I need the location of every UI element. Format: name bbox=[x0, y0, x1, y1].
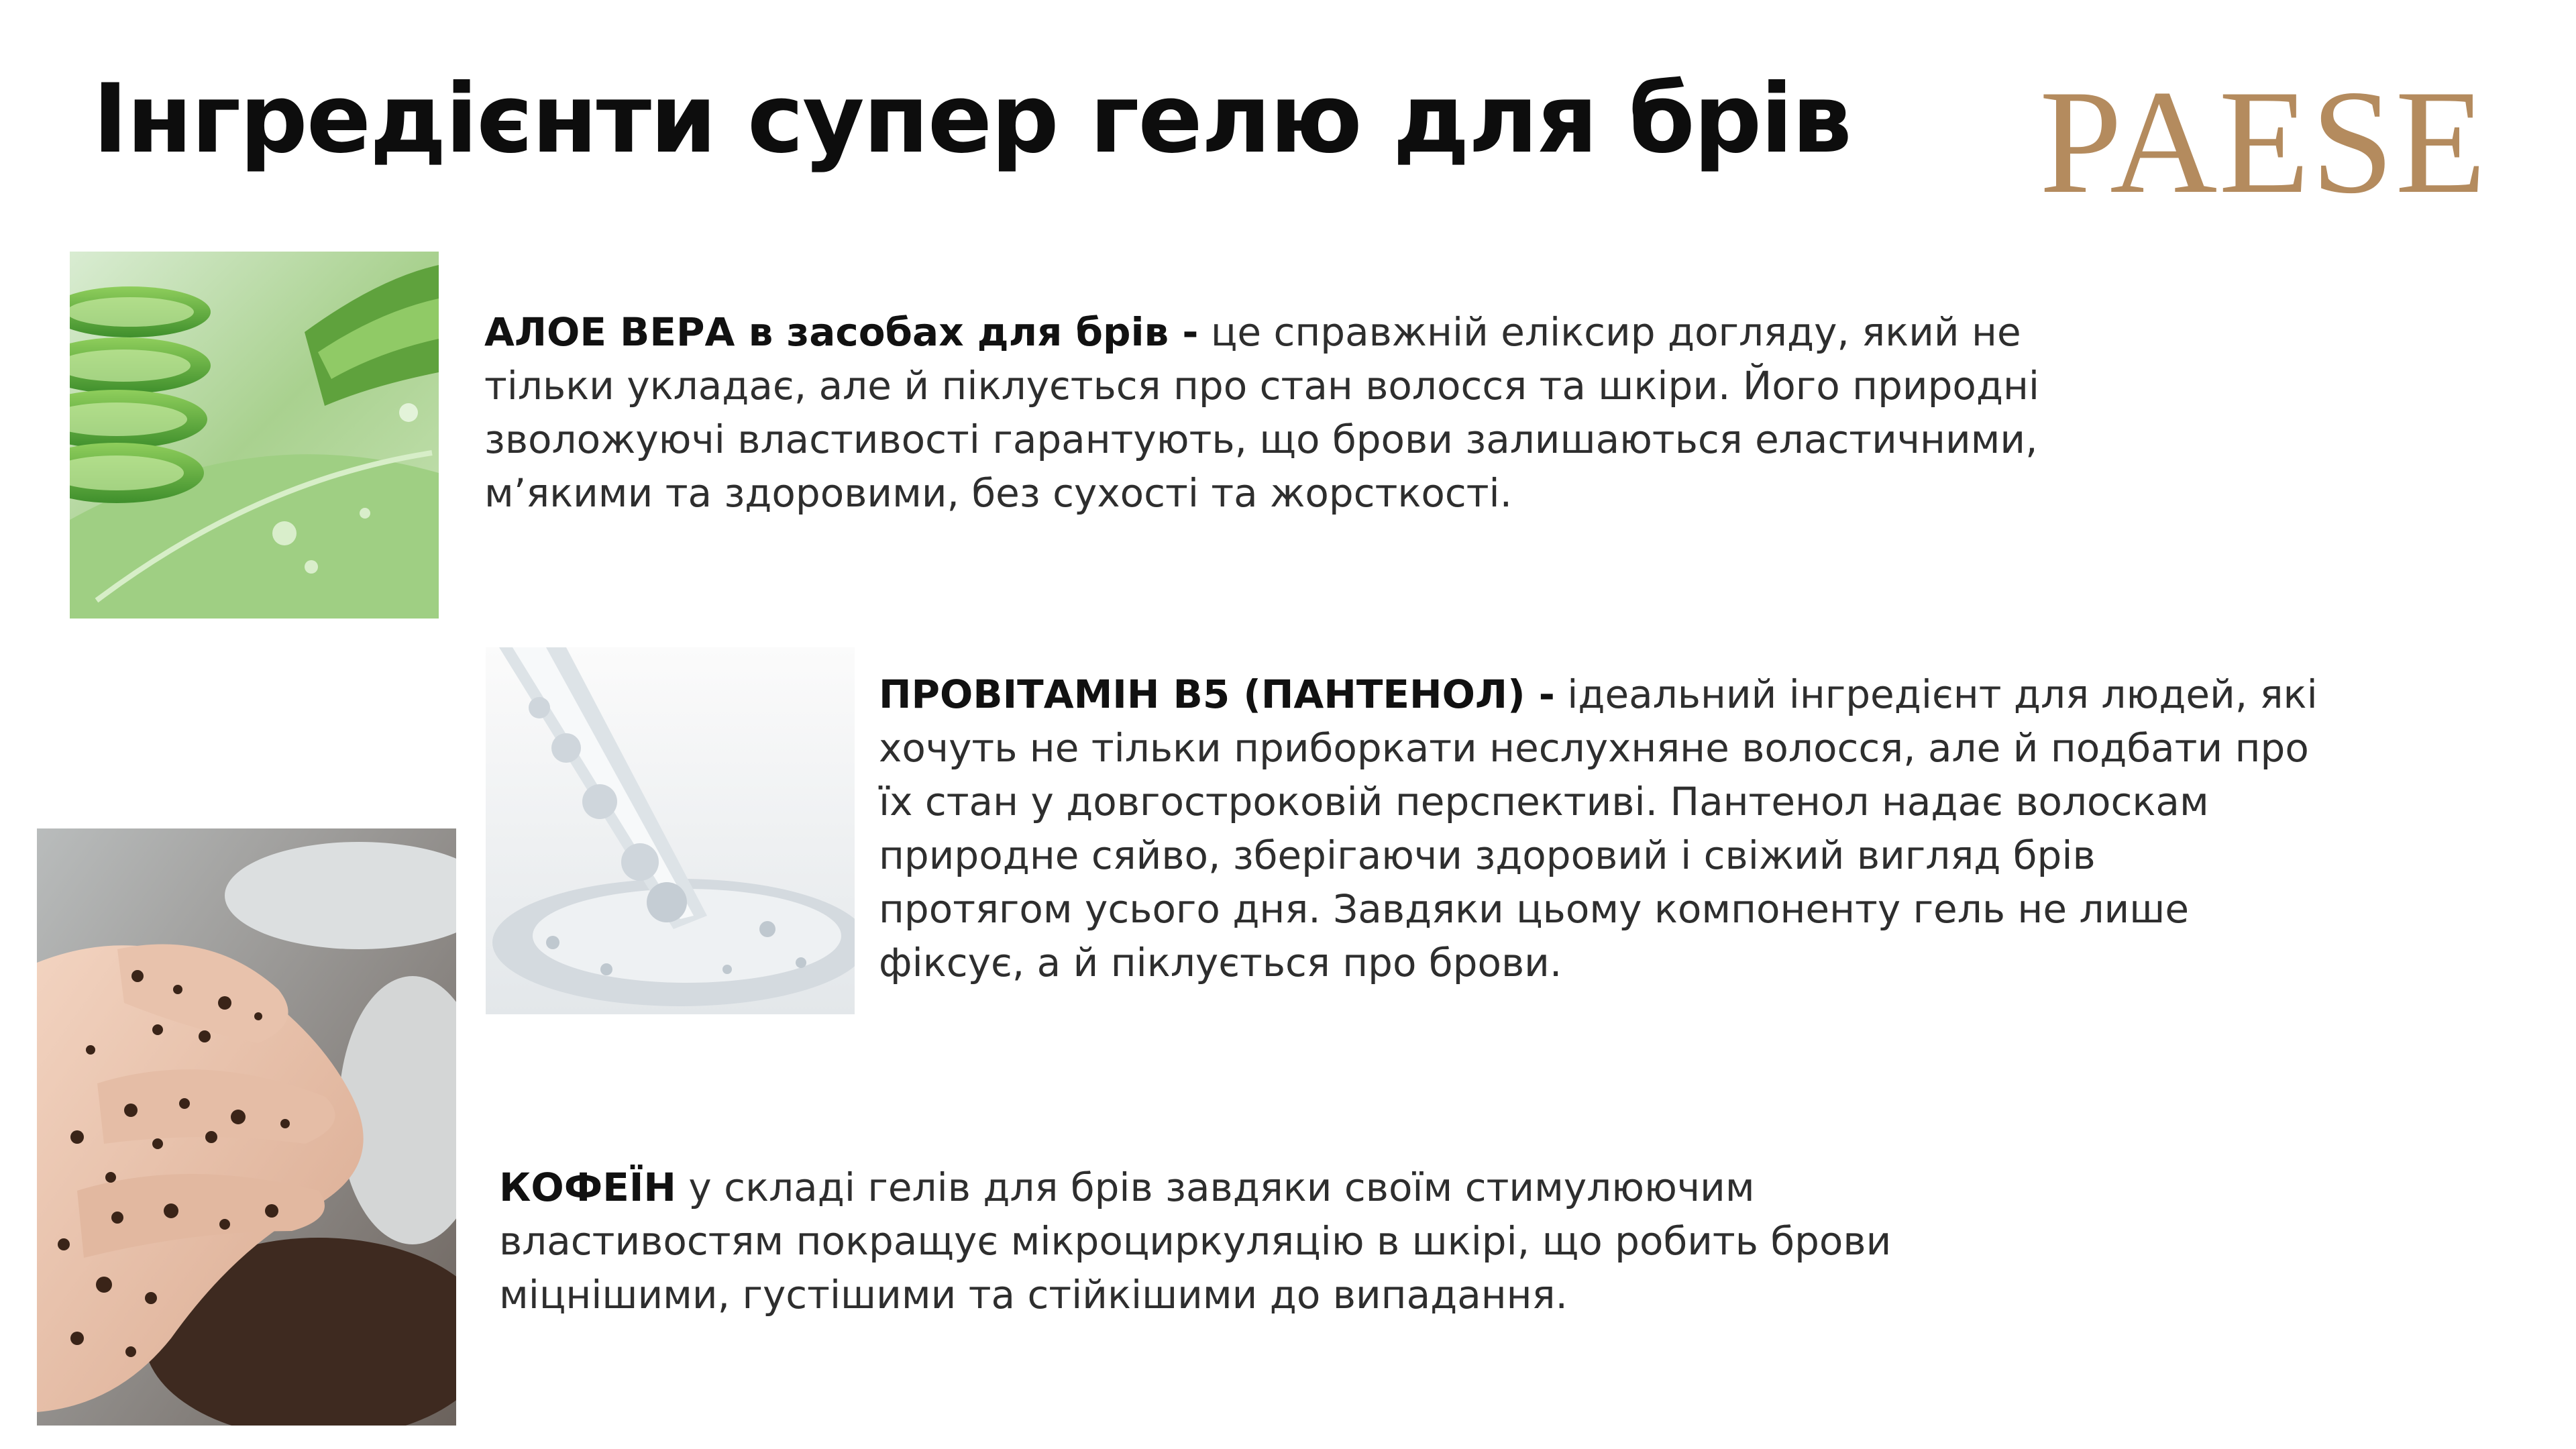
caffeine-line-3: міцнішими, густішими та стійкішими до випадання. bbox=[499, 1272, 1568, 1318]
aloe-vera-line-1: це справжній еліксир догляду, який не bbox=[1198, 309, 2021, 355]
panthenol-description bbox=[879, 667, 2556, 989]
page-title: Інгредієнти супер гелю для брів bbox=[93, 64, 1851, 174]
caffeine-description bbox=[499, 1161, 2243, 1322]
panthenol-line-4: природне сяйво, зберігаючи здоровий і свіжий вигляд брів bbox=[879, 833, 2096, 878]
coffee-scrub-photo bbox=[37, 828, 456, 1426]
panthenol-line-3: їх стан у довгостроковій перспективі. Пантенол надає волоскам bbox=[879, 779, 2209, 824]
aloe-vera-line-3: зволожуючі властивості гарантують, що брови залишаються еластичними, bbox=[484, 417, 2038, 462]
aloe-vera-line-2: тільки укладає, але й піклується про стан волосся та шкіри. Його природні bbox=[484, 363, 2040, 409]
panthenol-line-5: протягом усього дня. Завдяки цьому компоненту гель не лише bbox=[879, 886, 2189, 932]
aloe-vera-description bbox=[484, 305, 2229, 520]
panthenol-line-6: фіксує, а й піклується про брови. bbox=[879, 940, 1562, 985]
coffee-grounds-hand-image bbox=[37, 828, 456, 1426]
caffeine-line-1: у складі гелів для брів завдяки своїм стимулюючим bbox=[676, 1165, 1755, 1210]
aloe-vera-line-4: м’якими та здоровими, без сухості та жорсткості. bbox=[484, 470, 1513, 516]
panthenol-heading: ПРОВІТАМІН B5 (ПАНТЕНОЛ) - bbox=[879, 672, 1555, 717]
aloe-vera-heading: АЛОЕ ВЕРА в засобах для брів - bbox=[484, 309, 1199, 355]
caffeine-heading: КОФЕЇН bbox=[499, 1165, 676, 1210]
panthenol-line-1: ідеальний інгредієнт для людей, які bbox=[1554, 672, 2318, 717]
panthenol-line-2: хочуть не тільки приборкати неслухняне волосся, але й подбати про bbox=[879, 725, 2309, 771]
aloe-vera-photo bbox=[70, 252, 439, 619]
aloe-leaf-image bbox=[70, 252, 439, 619]
caffeine-line-2: властивостям покращує мікроциркуляцію в шкірі, що робить брови bbox=[499, 1218, 1892, 1264]
dropper-gel-image bbox=[486, 647, 855, 1014]
paese-logo: PAESE bbox=[2039, 60, 2488, 225]
panthenol-dropper-photo bbox=[486, 647, 855, 1014]
